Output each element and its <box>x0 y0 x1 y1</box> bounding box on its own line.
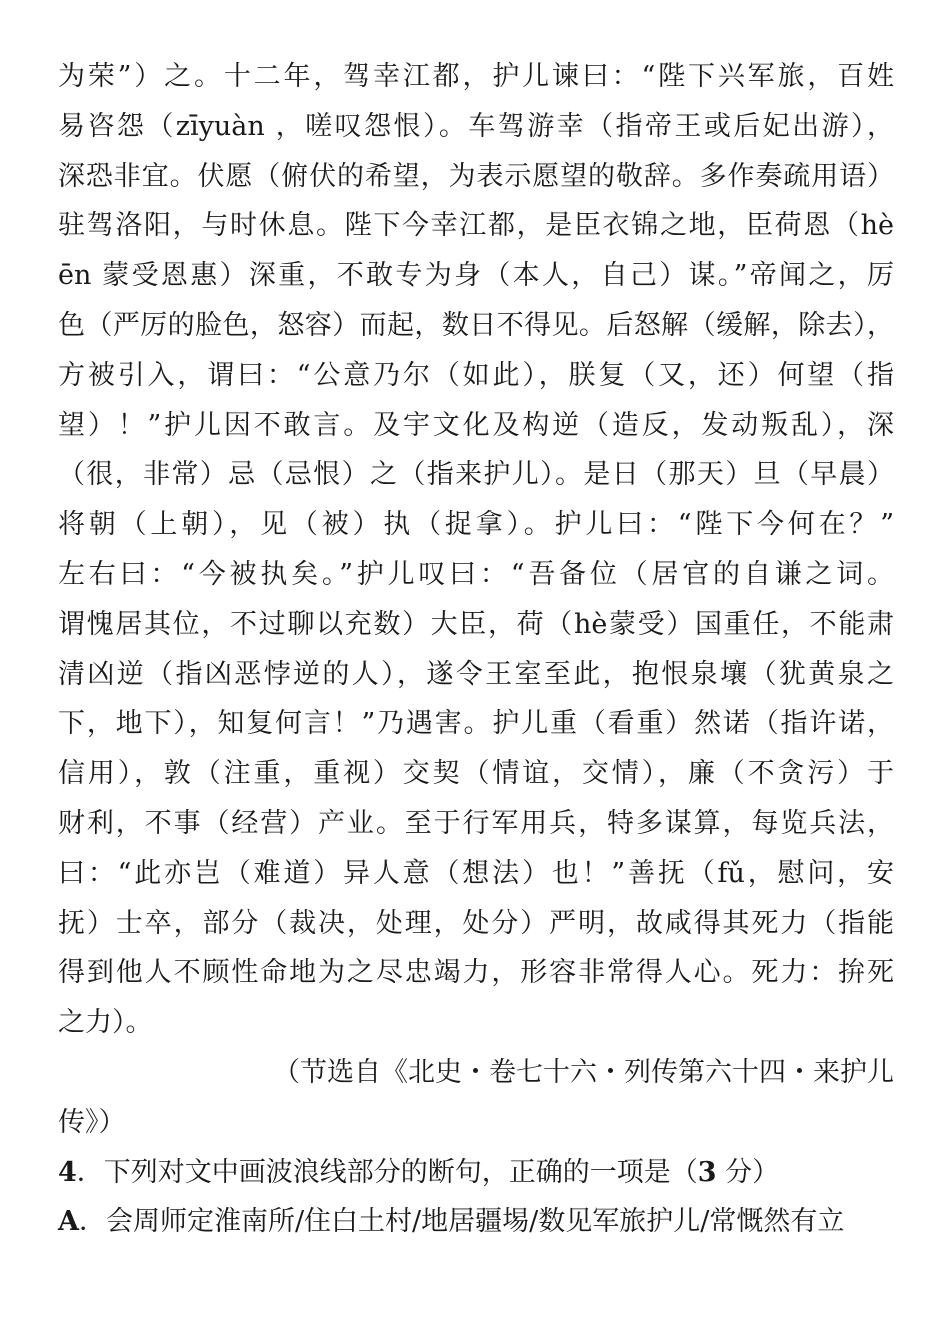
passage-line: 下，地下），知复何言！”乃遇害。护儿重（看重）然诺（指许诺， <box>58 708 894 740</box>
passage-line: 为荣”）之。十二年，驾幸江都，护儿谏曰：“陛下兴军旅，百姓 <box>58 61 894 92</box>
passage-line: 财利，不事（经营）产业。至于行军用兵，特多谋算，每览兵法， <box>58 807 894 839</box>
passage-line: 得到他人不顾性命地为之尽忠竭力，形容非常得人心。死力：拚死 <box>58 957 894 989</box>
source-citation: （节选自《北史・卷七十六・列传第六十四・来护儿 <box>273 1056 894 1088</box>
passage-line: 清凶逆（指凶恶悖逆的人），遂令王室至此，抱恨泉壤（犹黄泉之 <box>58 658 894 690</box>
question-score-suffix: 分） <box>716 1156 780 1188</box>
passage-line: ēn 蒙受恩惠）深重，不敢专为身（本人，自己）谋。”帝闻之，厉 <box>58 260 894 292</box>
option-a-letter: A <box>58 1206 79 1238</box>
passage-line: 驻驾洛阳，与时休息。陛下今幸江都，是臣衣锦之地，臣荷恩（hè <box>58 210 894 242</box>
question-score: 3 <box>697 1156 717 1188</box>
passage-line: 左右曰：“今被执矣。”护儿叹曰：“吾备位（居官的自谦之词。 <box>58 558 894 590</box>
passage-line: 易咨怨（zīyuàn ，嗟叹怨恨）。车驾游幸（指帝王或后妃出游）， <box>58 110 894 142</box>
passage-line: 深恐非宜。伏愿（俯伏的希望，为表示愿望的敬辞。多作奏疏用语） <box>58 160 894 192</box>
question-number: 4 <box>58 1156 77 1188</box>
passage-line: 将朝（上朝），见（被）执（捉拿）。护儿曰：“陛下今何在？” <box>58 509 894 541</box>
option-a <box>58 1197 894 1247</box>
passage-line: 方被引入，谓曰：“公意乃尔（如此），朕复（又，还）何望（指 <box>58 359 894 391</box>
passage-line: 之力）。 <box>58 1007 153 1039</box>
passage <box>58 52 894 1247</box>
question-4 <box>58 1148 894 1198</box>
passage-line: 曰：“此亦岂（难道）异人意（想法）也！”善抚（fǔ，慰问，安 <box>58 857 894 889</box>
passage-line: 望）！”护儿因不敢言。及宇文化及构逆（造反，发动叛乱），深 <box>58 409 894 441</box>
passage-line: 抚）士卒，部分（裁决，处理，处分）严明，故咸得其死力（指能 <box>58 907 894 939</box>
question-text: ．下列对文中画波浪线部分的断句，正确的一项是（ <box>76 1156 698 1188</box>
passage-line: 信用），敦（注重，重视）交契（情谊，交情），廉（不贪污）于 <box>58 758 894 790</box>
passage-line: （很，非常）忌（忌恨）之（指来护儿）。是日（那天）旦（早晨） <box>58 459 894 491</box>
passage-line: 色（严厉的脸色，怒容）而起，数日不得见。后怒解（缓解，除去）， <box>58 309 894 341</box>
source-citation-end: 传》） <box>58 1106 126 1138</box>
passage-line: 谓愧居其位，不过聊以充数）大臣，荷（hè蒙受）国重任，不能肃 <box>58 608 894 640</box>
option-a-text: ．会周师定淮南所/住白土村/地居疆埸/数见军旅护儿/常慨然有立 <box>78 1206 845 1238</box>
